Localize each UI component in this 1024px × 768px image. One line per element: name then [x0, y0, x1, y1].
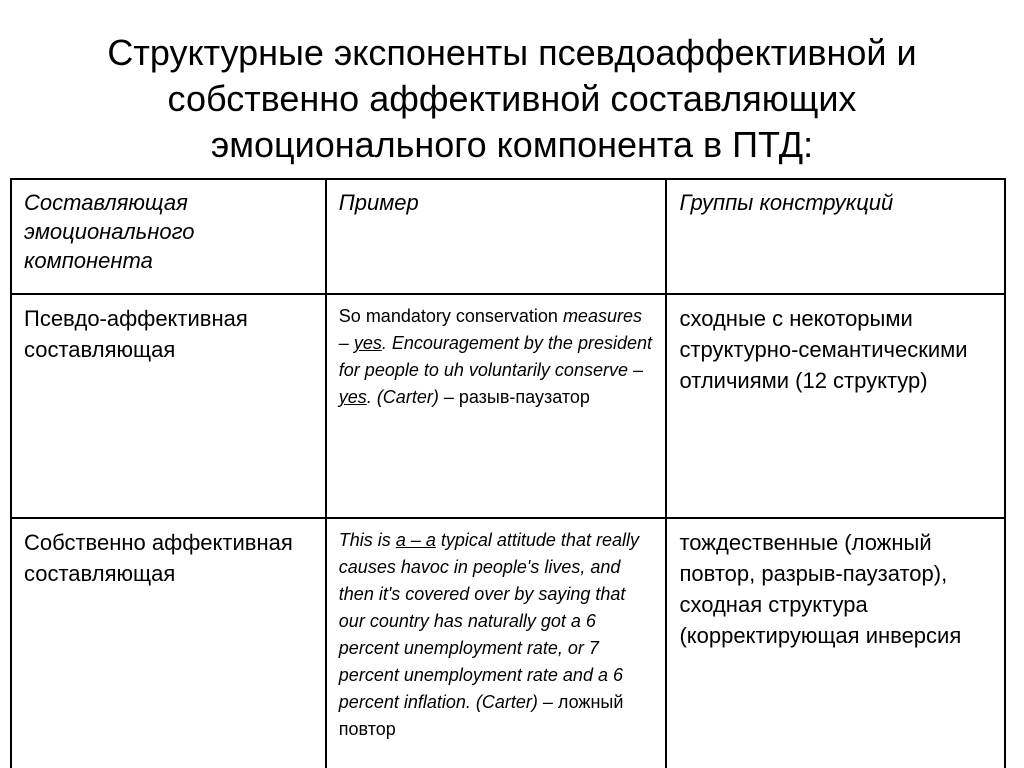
example-text: typical attitude that really causes havoc in people's lives, and then it's covered over by saying that our country has naturally got a 6 percent unemployment rate, or 7 percent unemployment rate and a 6 percent inflation. (Carter)	[338, 530, 639, 712]
example-text: This is	[338, 530, 396, 550]
title-line-1: Структурные экспоненты псевдоаффективной и	[107, 32, 917, 73]
cell-component: Собственно аффективная составляющая	[11, 518, 326, 768]
example-emphasis: yes	[338, 387, 367, 407]
table-row	[11, 518, 1005, 768]
example-emphasis: yes	[353, 333, 382, 353]
constructions-table	[10, 178, 1006, 768]
cell-groups: сходные с некоторыми структурно-семантическими отличиями (12 структур)	[666, 294, 1005, 518]
example-note: – ложный повтор	[338, 692, 624, 739]
example-note: – разыв-паузатор	[438, 387, 590, 407]
example-text: . (Carter)	[366, 387, 439, 407]
table-row	[11, 294, 1005, 518]
example-text: measures –	[338, 306, 642, 353]
header-groups: Группы конструкций	[666, 179, 1005, 294]
header-example: Пример	[326, 179, 667, 294]
cell-groups: тождественные (ложный повтор, разрыв-паузатор), сходная структура (корректирующая инверсия	[666, 518, 1005, 768]
table-header-row	[11, 179, 1005, 294]
header-component: Составляющая эмоционального компонента	[11, 179, 326, 294]
slide-title	[40, 30, 984, 168]
cell-component: Псевдо-аффективная составляющая	[11, 294, 326, 518]
cell-example	[326, 294, 667, 518]
title-line-2: собственно аффективной составляющих	[167, 78, 857, 119]
example-emphasis: a – a	[395, 530, 436, 550]
example-text: So mandatory conservation	[338, 306, 558, 326]
title-line-3: эмоционального компонента в ПТД:	[210, 124, 814, 165]
example-text: . Encouragement by the president for people to uh voluntarily conserve –	[338, 333, 652, 380]
cell-example	[326, 518, 667, 768]
